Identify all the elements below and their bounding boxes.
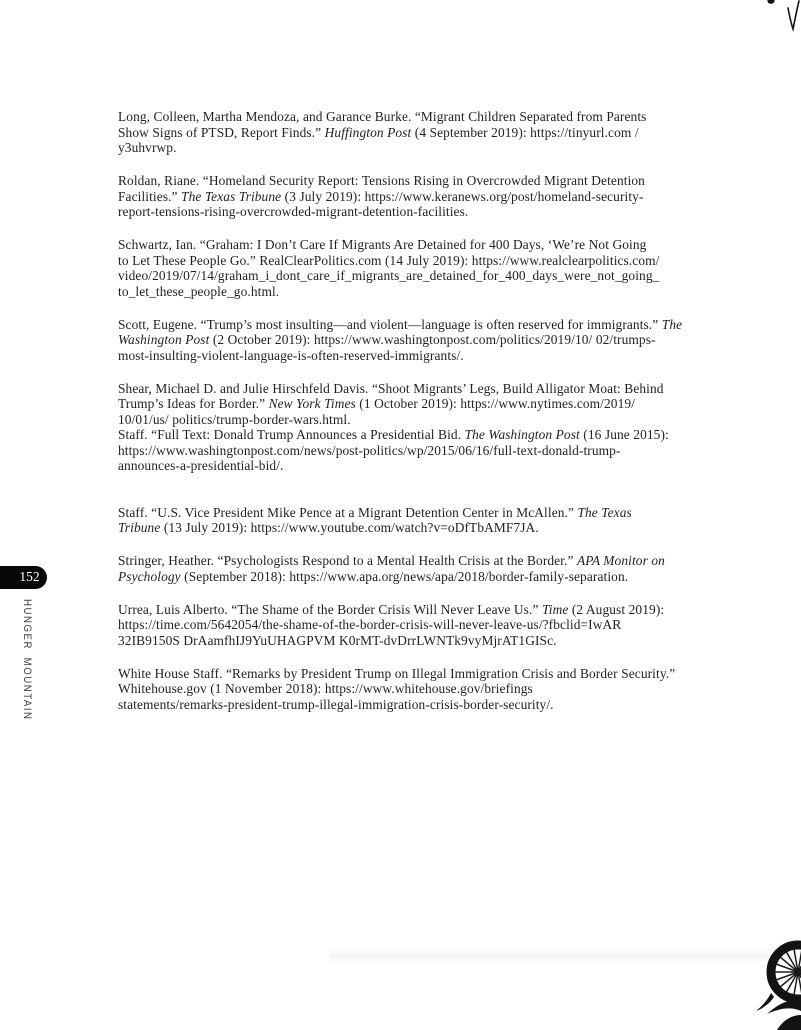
bibliography-line	[118, 569, 724, 585]
citation-source-title: The	[661, 316, 683, 332]
citation-text: https://www.washingtonpost.com/news/post-politics/wp/2015/06/16/full-text-donald-trump-	[118, 442, 621, 458]
bibliography-list	[118, 109, 724, 730]
bibliography-line	[118, 253, 724, 269]
citation-text: to Let These People Go.” RealClearPolitics.com (14 July 2019): https://www.realclearpolitics.com/	[118, 252, 660, 268]
bibliography-line	[118, 396, 724, 412]
citation-text: Stringer, Heather. “Psychologists Respond to a Mental Health Crisis at the Border.”	[118, 553, 577, 568]
citation-text: 32IB9150S DrAamfhIJ9YuUHAGPVM K0rMT-dvDrrLWNTk9vyMjrAT1GISc.	[118, 632, 557, 648]
citation-text: to_let_these_people_go.html.	[118, 283, 280, 299]
citation-text: video/2019/07/14/graham_i_dont_care_if_migrants_are_detained_for_400_days_were_not_going_	[118, 268, 660, 283]
wheel-flower-illustration-icon	[721, 930, 801, 1030]
bibliography-line	[118, 633, 724, 649]
bibliography-entry-urrea-luis-alberto	[118, 602, 724, 649]
citation-text: Roldan, Riane. “Homeland Security Report: Tensions Rising in Overcrowded Migrant Detention	[118, 173, 645, 188]
citation-source-title: The Texas Tribune	[181, 188, 282, 204]
citation-text: Shear, Michael D. and Julie Hirschfeld Davis. “Shoot Migrants’ Legs, Build Alligator Moat: Behind	[118, 380, 664, 396]
leaf-tip-stroke	[788, 1, 799, 29]
citation-text: (3 July 2019): https://www.keranews.org/post/homeland-security-	[281, 188, 644, 204]
leaf-tip-illustration-icon	[755, 0, 801, 66]
corner-fill	[777, 1015, 801, 1030]
bibliography-line	[118, 140, 724, 156]
citation-text: statements/remarks-president-trump-illegal-immigration-crisis-border-security/.	[118, 696, 554, 712]
citation-text: (2 August 2019):	[568, 601, 665, 617]
bibliography-line	[118, 284, 724, 300]
bibliography-line	[118, 381, 724, 397]
bibliography-line	[118, 602, 724, 618]
citation-text: Whitehouse.gov (1 November 2018): https://www.whitehouse.gov/briefings	[118, 681, 533, 696]
citation-text: Trump’s Ideas for Border.”	[118, 396, 269, 411]
bibliography-entry-schwartz-ian	[118, 237, 724, 299]
citation-text: report-tensions-rising-overcrowded-migrant-detention-facilities.	[118, 204, 469, 219]
bibliography-line	[118, 458, 724, 474]
bibliography-entry-staff-pence	[118, 505, 724, 536]
citation-text: (4 September 2019): https://tinyurl.com /	[411, 124, 639, 140]
citation-text: 10/01/us/ politics/trump-border-wars.html.	[118, 411, 351, 427]
bibliography-entry-scott-eugene	[118, 317, 724, 364]
citation-text: Long, Colleen, Martha Mendoza, and Garance Burke. “Migrant Children Separated from Parents	[118, 109, 647, 124]
journal-title-spine: HUNGER MOUNTAIN	[21, 599, 33, 721]
citation-source-title: New York Times	[268, 396, 356, 411]
citation-text: (1 October 2019): https://www.nytimes.com/2019/	[355, 396, 635, 411]
bibliography-line	[118, 505, 724, 521]
bibliography-line	[118, 697, 724, 713]
citation-source-title: The Texas	[577, 504, 632, 520]
bibliography-line	[118, 317, 724, 333]
citation-text: Staff. “Full Text: Donald Trump Announces a Presidential Bid.	[118, 427, 465, 442]
bibliography-line	[118, 666, 724, 682]
bibliography-entry-shear-and-staff	[118, 381, 724, 474]
citation-text: Scott, Eugene. “Trump’s most insulting—and violent—language is often reserved for immigrants.”	[118, 316, 662, 332]
citation-text: https://time.com/5642054/the-shame-of-the-border-crisis-will-never-leave-us/?fbclid=IwAR	[118, 617, 622, 632]
citation-text: most-insulting-violent-language-is-often-reserved-immigrants/.	[118, 347, 464, 363]
bibliography-line	[118, 412, 724, 428]
bibliography-entry-long-colleen	[118, 109, 724, 156]
bibliography-line	[118, 617, 724, 633]
bibliography-line	[118, 125, 724, 141]
citation-source-title: Washington Post	[118, 332, 210, 347]
page-number: 152	[19, 569, 40, 584]
bibliography-line	[118, 332, 724, 348]
citation-text: Schwartz, Ian. “Graham: I Don’t Care If Migrants Are Detained for 400 Days, ‘We’re Not Going	[118, 237, 647, 252]
wheel-stem	[756, 993, 774, 1011]
citation-source-title: Time	[541, 601, 569, 617]
citation-source-title: Tribune	[118, 520, 161, 535]
bibliography-line	[118, 520, 724, 536]
bibliography-line	[118, 553, 724, 569]
horn-shape	[767, 1001, 801, 1015]
bibliography-line	[118, 443, 724, 459]
bibliography-line	[118, 237, 724, 253]
citation-source-title: APA Monitor on	[576, 553, 665, 568]
citation-text: y3uhvrwp.	[118, 140, 177, 155]
bibliography-line	[118, 173, 724, 189]
bibliography-line	[118, 109, 724, 125]
citation-text: Show Signs of PTSD, Report Finds.”	[118, 124, 325, 140]
citation-text: (16 June 2015):	[579, 427, 669, 442]
citation-text: White House Staff. “Remarks by President Trump on Illegal Immigration Crisis and Border Security.”	[118, 665, 676, 681]
citation-text: announces-a-presidential-bid/.	[118, 458, 284, 473]
ink-dot	[767, 0, 774, 4]
citation-text: (2 October 2019): https://www.washingtonpost.com/politics/2019/10/ 02/trumps-	[209, 332, 656, 347]
citation-text: Facilities.”	[118, 188, 182, 204]
citation-source-title: Huffington Post	[324, 124, 412, 140]
bibliography-entry-roldan-riane	[118, 173, 724, 220]
citation-text: (13 July 2019): https://www.youtube.com/watch?v=oDfTbAMF7JA.	[160, 520, 539, 535]
citation-source-title: Psychology	[118, 568, 181, 584]
bibliography-line	[118, 268, 724, 284]
citation-text: (September 2018): https://www.apa.org/news/apa/2018/border-family-separation.	[180, 568, 629, 584]
citation-source-title: The Washington Post	[464, 427, 580, 442]
page-number-tab	[0, 566, 47, 589]
bibliography-line	[118, 348, 724, 364]
citation-text: Staff. “U.S. Vice President Mike Pence at a Migrant Detention Center in McAllen.”	[118, 504, 578, 520]
bibliography-entry-white-house-staff	[118, 666, 724, 713]
bibliography-line	[118, 204, 724, 220]
bibliography-line	[118, 681, 724, 697]
bibliography-line	[118, 189, 724, 205]
citation-text: Urrea, Luis Alberto. “The Shame of the Border Crisis Will Never Leave Us.”	[118, 601, 542, 617]
bibliography-entry-stringer-heather	[118, 553, 724, 584]
bibliography-line	[118, 427, 724, 443]
